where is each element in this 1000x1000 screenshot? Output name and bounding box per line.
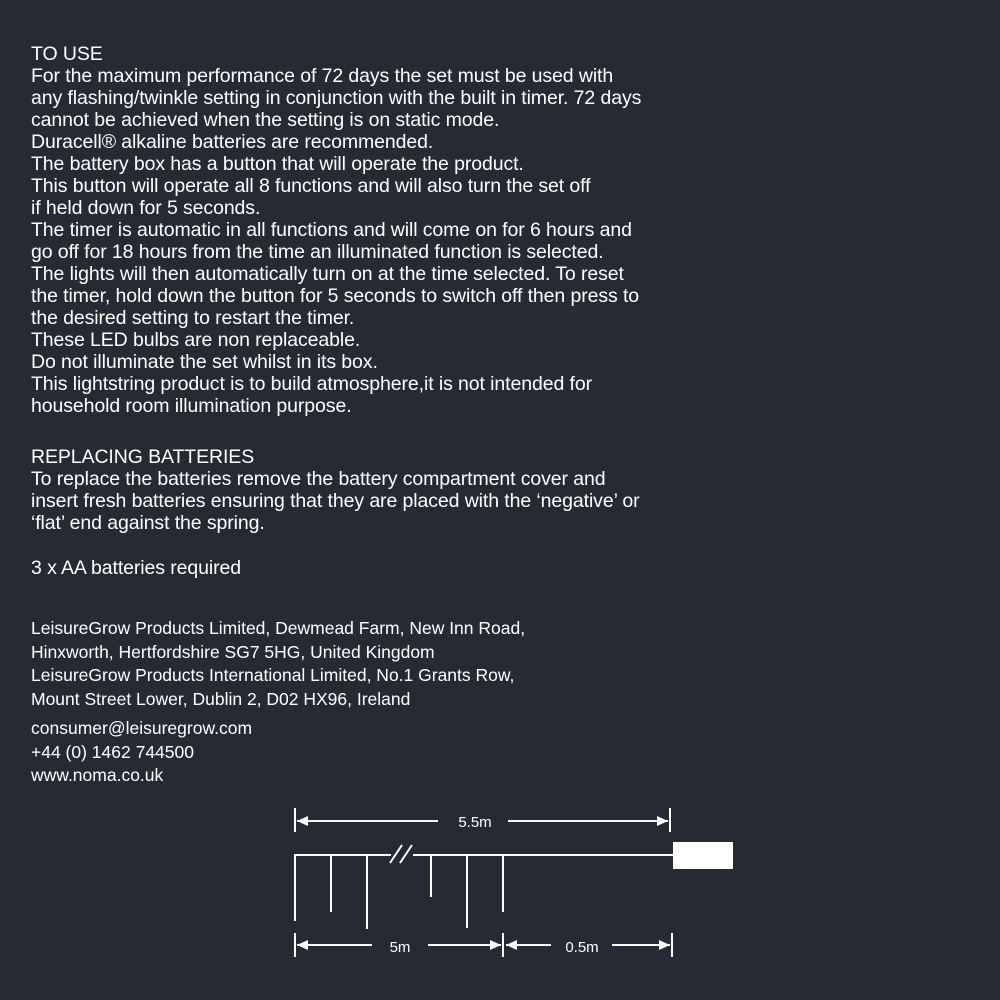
to-use-line: This button will operate all 8 functions and will also turn the set off bbox=[31, 175, 591, 197]
battery-box-icon bbox=[673, 842, 733, 869]
replacing-heading: REPLACING BATTERIES bbox=[31, 446, 255, 468]
to-use-line: The lights will then automatically turn on at the time selected. To reset bbox=[31, 263, 624, 285]
battery-requirement-text: 3 x AA batteries required bbox=[31, 557, 241, 579]
contact-phone: +44 (0) 1462 744500 bbox=[31, 741, 194, 762]
contact-website: www.noma.co.uk bbox=[31, 765, 164, 785]
total-length-label: 5.5m bbox=[458, 814, 492, 831]
lit-length-label: 5m bbox=[389, 939, 411, 956]
replacing-line: To replace the batteries remove the battery compartment cover and bbox=[31, 468, 606, 490]
to-use-line: if held down for 5 seconds. bbox=[31, 197, 261, 219]
address-line: Mount Street Lower, Dublin 2, D02 HX96, Ireland bbox=[31, 688, 411, 709]
to-use-line: go off for 18 hours from the time an illuminated function is selected. bbox=[31, 241, 604, 263]
to-use-line: household room illumination purpose. bbox=[31, 395, 352, 417]
contact-email: consumer@leisuregrow.com bbox=[31, 718, 253, 738]
break-mark-icon bbox=[400, 845, 412, 863]
to-use-line: any flashing/twinkle setting in conjunction with the built in timer. 72 days bbox=[31, 87, 642, 109]
to-use-line: The timer is automatic in all functions and will come on for 6 hours and bbox=[31, 219, 632, 241]
to-use-line: The battery box has a button that will operate the product. bbox=[31, 153, 524, 175]
replacing-batteries-section bbox=[31, 446, 640, 534]
contact-details bbox=[31, 717, 252, 788]
to-use-line: Do not illuminate the set whilst in its box. bbox=[31, 351, 378, 373]
address-line: LeisureGrow Products International Limited, No.1 Grants Row, bbox=[31, 665, 515, 685]
to-use-line: Duracell® alkaline batteries are recommended. bbox=[31, 131, 434, 153]
to-use-section bbox=[31, 43, 641, 417]
to-use-line: the desired setting to restart the timer. bbox=[31, 307, 355, 329]
company-address bbox=[31, 617, 525, 711]
to-use-line: For the maximum performance of 72 days the set must be used with bbox=[31, 65, 614, 87]
lead-length-label: 0.5m bbox=[565, 939, 599, 956]
address-line: Hinxworth, Hertfordshire SG7 5HG, United Kingdom bbox=[31, 641, 435, 662]
address-line: LeisureGrow Products Limited, Dewmead Farm, New Inn Road, bbox=[31, 618, 526, 638]
to-use-line: These LED bulbs are non replaceable. bbox=[31, 329, 361, 351]
to-use-heading: TO USE bbox=[31, 43, 103, 65]
light-string-diagram bbox=[0, 795, 1000, 1000]
to-use-line: cannot be achieved when the setting is on static mode. bbox=[31, 109, 500, 131]
to-use-line: This lightstring product is to build atmosphere,it is not intended for bbox=[31, 373, 592, 395]
battery-requirement-section bbox=[31, 557, 241, 579]
replacing-line: insert fresh batteries ensuring that they are placed with the ‘negative’ or bbox=[31, 490, 640, 512]
replacing-line: ‘flat’ end against the spring. bbox=[31, 512, 265, 534]
light-wire bbox=[294, 845, 674, 863]
to-use-line: the timer, hold down the button for 5 seconds to switch off then press to bbox=[31, 285, 640, 307]
icicle-drops bbox=[295, 855, 503, 929]
break-mark-icon bbox=[390, 845, 402, 863]
